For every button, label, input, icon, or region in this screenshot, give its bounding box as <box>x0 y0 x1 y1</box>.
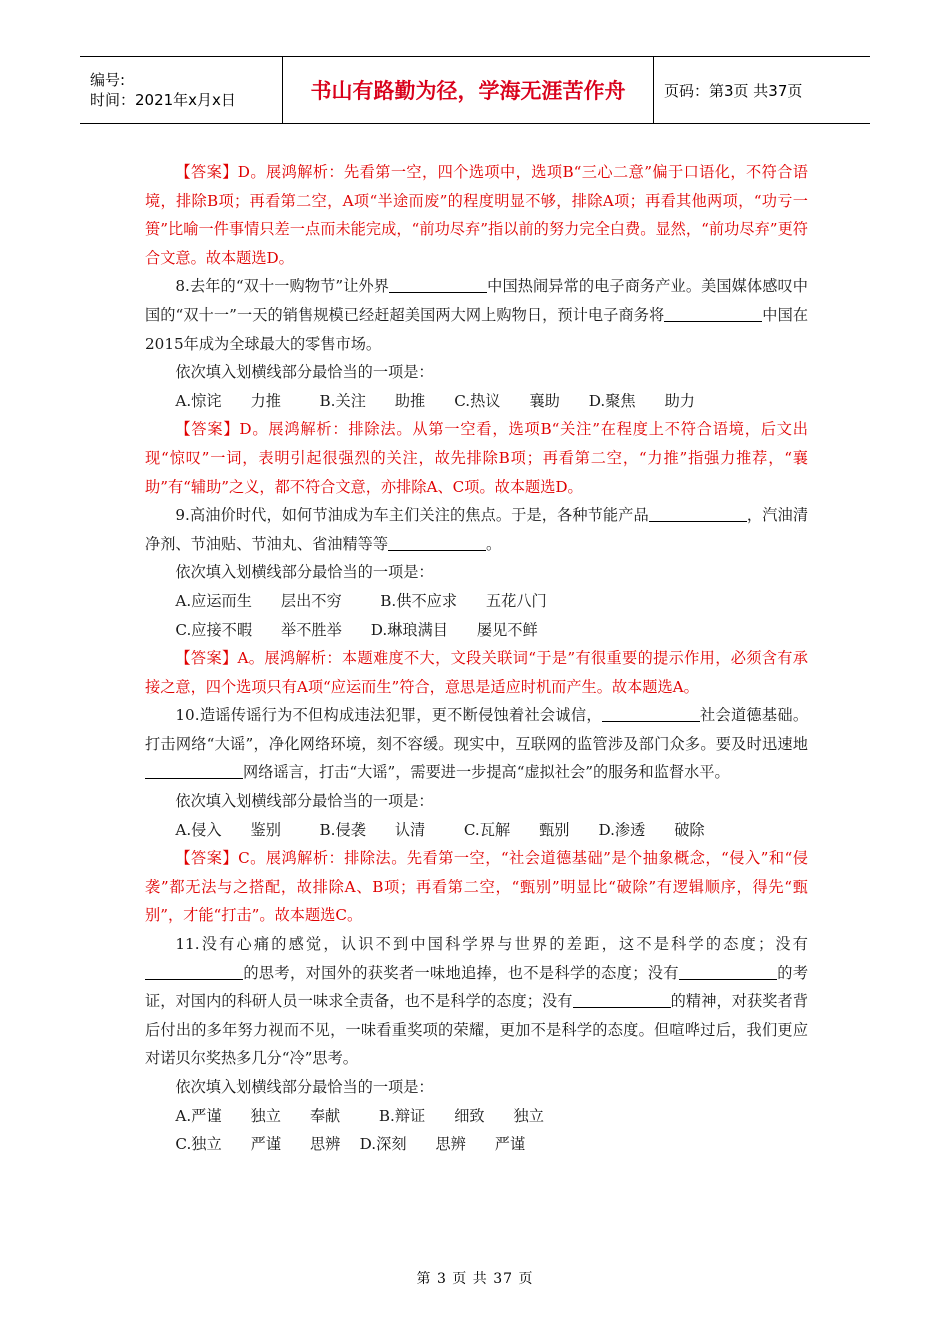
prompt-10: 依次填入划横线部分最恰当的一项是： <box>175 792 434 811</box>
blank-line <box>649 503 747 522</box>
question-11: 11.没有心痛的感觉，认识不到中国科学界与世界的差距，这不是科学的态度；没有的思考，对国外的获奖者一味地追捧，也不是科学的态度；没有 的考证，对国内的科研人员一味求全责备，也不是科学的态度；没有 的精神，对获奖者背后付出的多年努力视而不见，一味看重奖项的荣耀，更加不是科学的态度。但喧哗过后，我们更应对诺贝尔奖热多几分“冷”思考。 <box>145 935 809 1068</box>
answer-9: 【答案】A。展鸿解析：本题难度不大，文段关联词“于是”有很重要的提示作用，必须含有承接之意，四个选项只有A项“应运而生”符合，意思是适应时机而产生。故本题选A。 <box>145 649 808 696</box>
blank-line <box>664 303 762 322</box>
prompt-11: 依次填入划横线部分最恰当的一项是： <box>175 1078 434 1096</box>
options-10: A.侵入 鉴别 B.侵袭 认清 C.瓦解 甄别 D.渗透 破除 <box>175 820 705 839</box>
question-8: 8.去年的“双十一购物节”让外界 中国热闹异常的电子商务产业。美国媒体感叹中国的“双十一”一天的销售规模已经赶超美国两大网上购物日，预计电子商务将 中国在2015年成为全球最大的零售市场。 <box>145 272 808 358</box>
prompt-9: 依次填入划横线部分最恰当的一项是： <box>175 563 434 582</box>
page-footer: 第 3 页 共 37 页 <box>416 1271 534 1287</box>
answer-10: 【答案】C。展鸿解析：排除法。先看第一空，“社会道德基础”是个抽象概念，“侵入”和“侵袭”都无法与之搭配，故排除A、B项；再看第二空，“甄别”明显比“破除”有逻辑顺序，得先“甄别”，才能“打击”。故本题选C。 <box>145 849 808 925</box>
blank-line <box>145 961 243 980</box>
blank-line <box>679 961 777 980</box>
blank-line <box>389 274 487 293</box>
answer-8: 【答案】D。展鸿解析：排除法。从第一空看，选项B“关注”在程度上不符合语境，后文出现“惊叹”一词，表明引起很强烈的关注，故先排除B项；再看第二空，“力推”指强力推荐，“襄助”有“辅助”之义，都不符合文意，亦排除A、C项。故本题选D。 <box>145 420 808 496</box>
document-body <box>145 158 808 1159</box>
question-10: 10.造谣传谣行为不但构成违法犯罪，更不断侵蚀着社会诚信， 社会道德基础。打击网络“大谣”，净化网络环境，刻不容缓。现实中，互联网的监管涉及部门众多。要及时迅速地网络谣言，打击“大谣”，需要进一步提高“虚拟社会”的服务和监督水平。 <box>145 701 808 787</box>
blank-line <box>602 703 700 722</box>
blank-line <box>388 532 486 551</box>
prompt-8: 依次填入划横线部分最恰当的一项是： <box>175 363 434 382</box>
header-page-info <box>654 57 870 123</box>
blank-line <box>145 760 243 779</box>
options-11-row-1: A.严谨 独立 奉献 B.辩证 细致 独立 <box>175 1106 544 1125</box>
question-9: 9.高油价时代，如何节油成为车主们关注的焦点。于是，各种节能产品 ，汽油清净剂、节油贴、节油丸、省油精等等 。 <box>145 501 808 558</box>
blank-line <box>573 989 671 1008</box>
options-9-row-1: A.应运而生 层出不穷 B.供不应求 五花八门 <box>175 591 547 610</box>
document-time-label: 时间：2021年x月x日 <box>90 91 236 109</box>
document-number-label: 编号: <box>90 71 126 89</box>
motto-text: 书山有路勤为径，学海无涯苦作舟 <box>310 79 626 103</box>
answer-7: 【答案】D。展鸿解析：先看第一空，四个选项中，选项B“三心二意”偏于口语化，不符合语境，排除B项；再看第二空，A项“半途而废”的程度明显不够，排除A项；再看其他两项，“功亏一篑”比喻一件事情只差一点而未能完成，“前功尽弃”指以前的努力完全白费。显然，“前功尽弃”更符合文意。故本题选D。 <box>145 163 808 267</box>
options-11-row-2: C.独立 严谨 思辨 D.深刻 思辨 严谨 <box>175 1135 526 1154</box>
header-motto <box>282 57 654 123</box>
options-9-row-2: C.应接不暇 举不胜举 D.琳琅满目 屡见不鲜 <box>175 620 538 639</box>
header-meta <box>80 57 282 123</box>
page-header <box>80 56 870 124</box>
options-8: A.惊诧 力推 B.关注 助推 C.热议 襄助 D.聚焦 助力 <box>175 391 695 410</box>
page-info-text: 页码：第3页 共37页 <box>664 81 803 100</box>
